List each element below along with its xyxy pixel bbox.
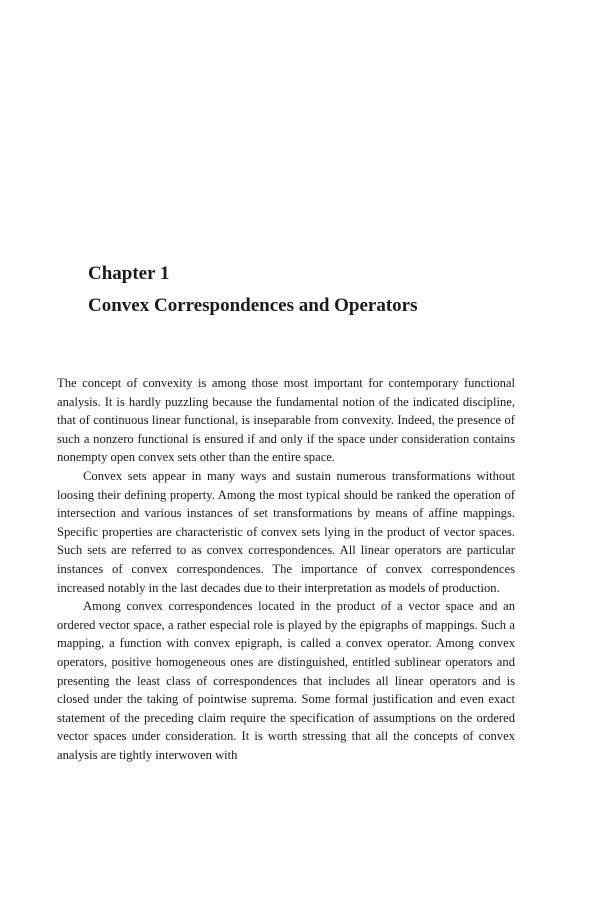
paragraph: Convex sets appear in many ways and sustain numerous transformations without loosing their defining property. Among the most typical should be ranked the operation of intersection and various instances of set transformations by means of affine mappings. Specific properties are characteristic of convex sets lying in the product of vector spaces. Such sets are referred to as convex correspondences. All linear operators are particular instances of convex correspondences. The importance of convex correspondences increased notably in the last decades due to their interpretation as models of production. (57, 468, 515, 595)
paragraph: The concept of convexity is among those most important for contemporary functional analysis. It is hardly puzzling because the fundamental notion of the indicated discipline, that of continuous linear functional, is inseparable from convexity. Indeed, the presence of such a nonzero functional is ensured if and only if the space under consideration contains nonempty open convex sets other than the entire space. (57, 376, 515, 465)
chapter-label: Chapter 1 (88, 263, 170, 284)
chapter-body (57, 374, 515, 764)
chapter-heading (88, 262, 528, 318)
paragraph: Among convex correspondences located in the product of a vector space and an ordered vector space, a rather especial role is played by the epigraphs of mappings. Such a mapping, a function with convex epigraph, is called a convex operator. Among convex operators, positive homogeneous ones are distinguished, entitled sublinear operators and presenting the least class of correspondences that includes all linear operators and is closed under the taking of pointwise suprema. Some formal justification and even exact statement of the preceding claim require the specification of assumptions on the ordered vector spaces under consideration. It is worth stressing that all the concepts of convex analysis are tightly interwoven with (57, 599, 515, 762)
chapter-title: Convex Correspondences and Operators (88, 295, 418, 316)
